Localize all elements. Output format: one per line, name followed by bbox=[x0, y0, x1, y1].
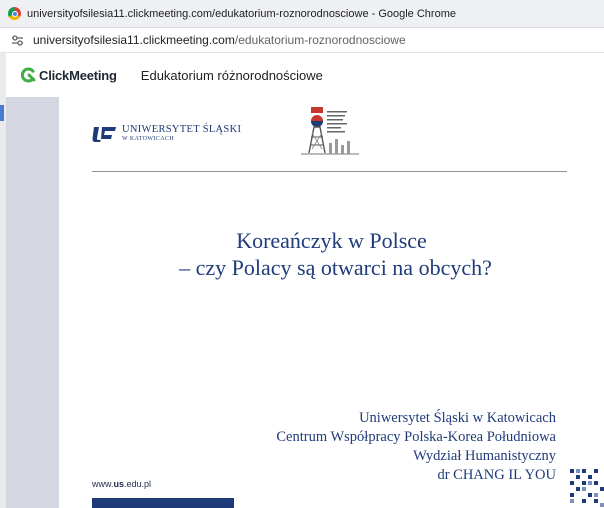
slide-title-line-1: Koreańczyk w Polsce bbox=[236, 228, 427, 253]
tune-icon[interactable] bbox=[10, 33, 24, 47]
credit-line: Uniwersytet Śląski w Katowicach bbox=[359, 410, 556, 426]
website-bold: us bbox=[113, 479, 125, 489]
university-emblem-icon bbox=[92, 125, 118, 142]
address-bar[interactable] bbox=[0, 28, 604, 53]
university-logo bbox=[92, 124, 241, 142]
background-window-marker bbox=[0, 105, 4, 121]
clickmeeting-logo-text: ClickMeeting bbox=[39, 67, 117, 83]
website-suffix: .edu.pl bbox=[124, 479, 152, 489]
credit-line: Centrum Współpracy Polska-Korea Południowa bbox=[276, 429, 556, 445]
slide-title-line-2: – czy Polacy są otwarci na obcych? bbox=[179, 255, 492, 280]
university-website bbox=[92, 479, 151, 489]
university-city: W KATOWICACH bbox=[122, 136, 175, 142]
clickmeeting-logo-icon bbox=[20, 67, 36, 83]
window-title-bar bbox=[0, 0, 604, 28]
chrome-icon bbox=[8, 7, 21, 20]
url-path: /edukatorium-roznorodnosciowe bbox=[234, 33, 406, 47]
header-divider bbox=[92, 171, 567, 172]
event-title: Edukatorium różnorodnościowe bbox=[140, 67, 323, 83]
slide-title bbox=[59, 227, 604, 281]
clickmeeting-logo[interactable] bbox=[20, 67, 117, 83]
university-name: UNIWERSYTET ŚLĄSKI bbox=[122, 124, 242, 135]
app-header bbox=[6, 53, 604, 97]
credit-line: dr CHANG IL YOU bbox=[437, 467, 556, 483]
korea-center-logo bbox=[301, 105, 359, 155]
footer-bar bbox=[92, 498, 234, 508]
window-title: universityofsilesia11.clickmeeting.com/edukatorium-roznorodnosciowe - Google Chrome bbox=[27, 7, 456, 20]
slide-credits bbox=[276, 409, 556, 485]
url-text[interactable] bbox=[33, 33, 406, 47]
website-prefix: www. bbox=[92, 479, 114, 489]
credit-line: Wydział Humanistyczny bbox=[413, 448, 556, 464]
presentation-slide bbox=[59, 97, 604, 508]
decorative-dots bbox=[566, 467, 604, 508]
url-host: universityofsilesia11.clickmeeting.com bbox=[33, 33, 235, 47]
